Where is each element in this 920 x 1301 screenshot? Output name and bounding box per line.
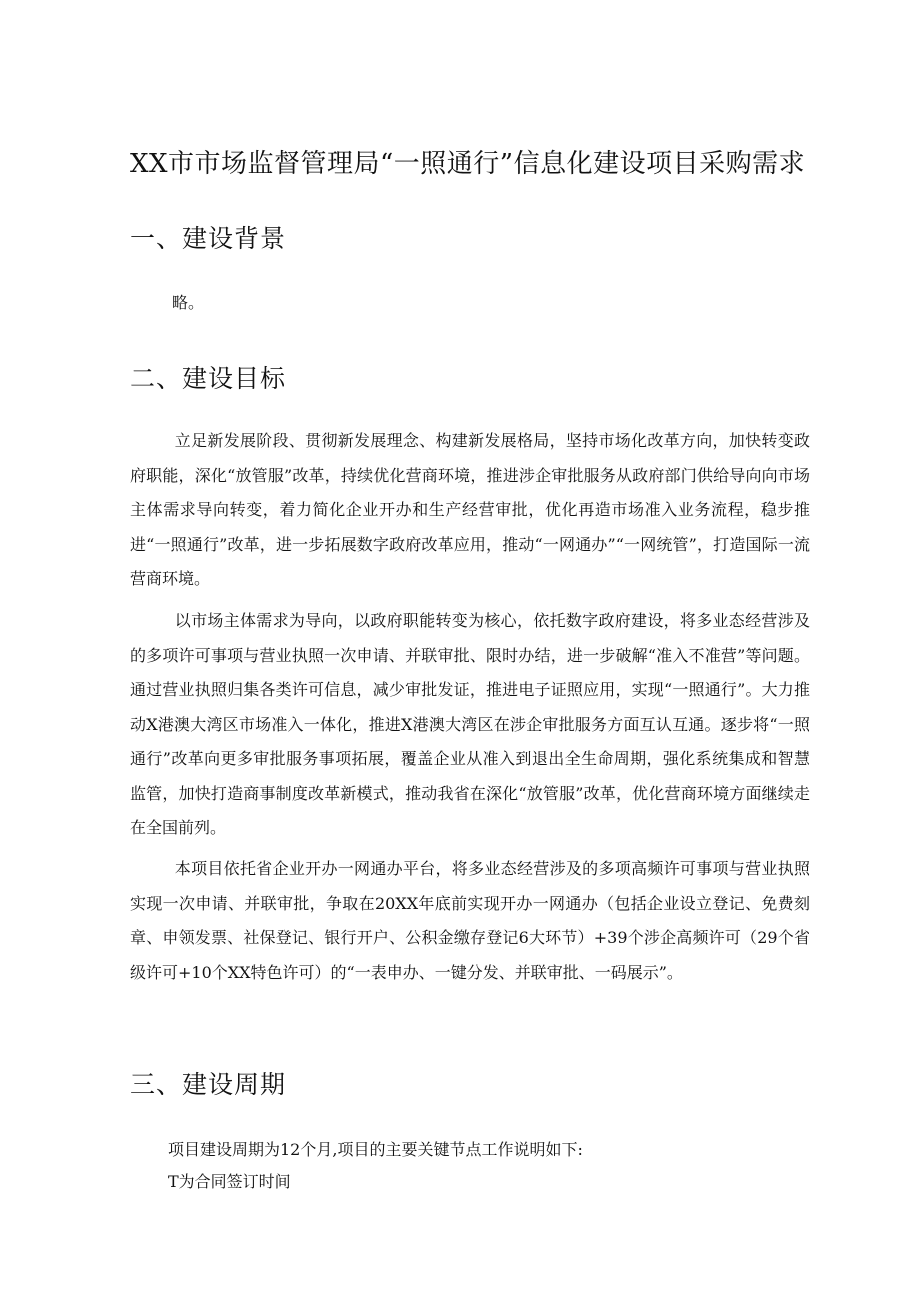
- section-heading-goals: 二、建设目标: [130, 364, 287, 393]
- cycle-paragraph-2: T为合同签订时间: [168, 1172, 291, 1191]
- section-heading-background: 一、建设背景: [130, 224, 287, 253]
- goals-paragraph-1: 立足新发展阶段、贯彻新发展理念、构建新发展格局，坚持市场化改革方向，加快转变政府职能，深化“放管服”改革，持续优化营商环境，推进涉企审批服务从政府部门供给导向向市场主体需求导向转变，着力简化企业开办和生产经营审批，优化再造市场准入业务流程，稳步推进“一照通行”改革，进一步拓展数字政府改革应用，推动“一网通办”“一网统管”，打造国际一流营商环境。: [130, 431, 810, 588]
- background-paragraph: 略。: [172, 293, 205, 312]
- cycle-paragraph-1: 项目建设周期为12个月,项目的主要关键节点工作说明如下:: [168, 1140, 583, 1159]
- goals-paragraph-3: 本项目依托省企业开办一网通办平台，将多业态经营涉及的多项高频许可事项与营业执照实现一次申请、并联审批，争取在20XX年底前实现开办一网通办（包括企业设立登记、免费刻章、申领发票、社保登记、银行开户、公积金缴存登记6大环节）+39个涉企高频许可（29个省级许可+10个XX特色许可）的“一表申办、一键分发、并联审批、一码展示”。: [130, 859, 810, 982]
- document-title: XX市市场监督管理局“一照通行”信息化建设项目采购需求: [130, 149, 806, 179]
- section-heading-cycle: 三、建设周期: [130, 1070, 287, 1099]
- goals-paragraph-2: 以市场主体需求为导向，以政府职能转变为核心，依托数字政府建设，将多业态经营涉及的多项许可事项与营业执照一次申请、并联审批、限时办结，进一步破解“准入不准营”等问题。通过营业执照归集各类许可信息，减少审批发证，推进电子证照应用，实现“一照通行”。大力推动X港澳大湾区市场准入一体化，推进X港澳大湾区在涉企审批服务方面互认互通。逐步将“一照通行”改革向更多审批服务事项拓展，覆盖企业从准入到退出全生命周期，强化系统集成和智慧监管，加快打造商事制度改革新模式，推动我省在深化“放管服”改革，优化营商环境方面继续走在全国前列。: [130, 611, 810, 837]
